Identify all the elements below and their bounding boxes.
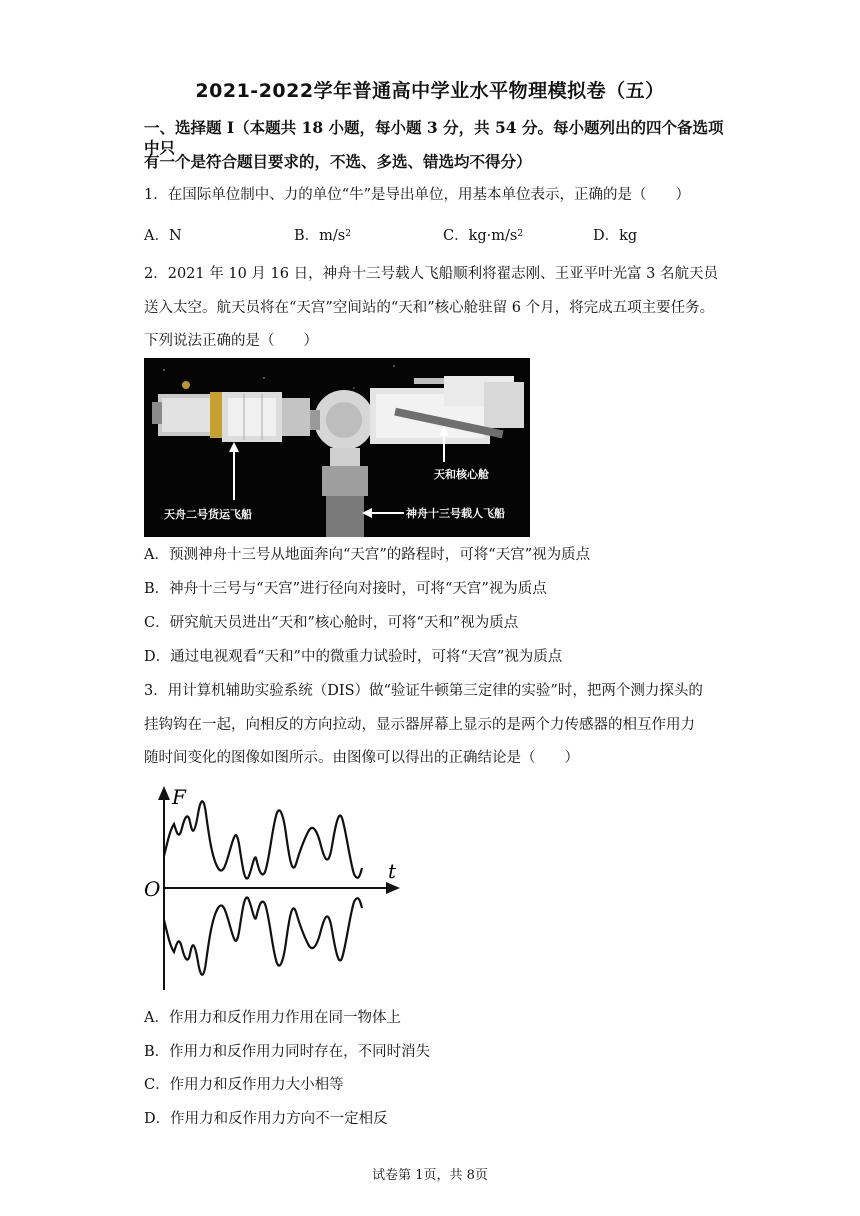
q2-option-b: B．神舟十三号与“天宫”进行径向对接时，可将“天宫”视为质点 [144,581,547,597]
force-curve-lower [164,897,362,974]
y-axis-label: F [172,785,186,809]
q1-option-d: D．kg [593,228,638,244]
q2-stem-line2: 送入太空。航天员将在“天宫”空间站的“天和”核心舱驻留 6 个月，将完成五项主要任务。 [144,300,715,316]
label-tianhe: 天和核心舱 [434,468,489,481]
force-time-graph [144,784,404,994]
y-axis-arrow [158,786,170,800]
q3-option-a: A．作用力和反作用力作用在同一物体上 [144,1010,401,1026]
q3-option-b: B．作用力和反作用力同时存在，不同时消失 [144,1044,431,1060]
page-footer: 试卷第 1页，共 8页 [372,1168,488,1183]
label-shenzhou: 神舟十三号载人飞船 [406,507,505,520]
q2-option-d: D．通过电视观看“天和”中的微重力试验时，可将“天宫”视为质点 [144,649,563,665]
origin-label: O [144,877,161,901]
section-heading-line2: 有一个是符合题目要求的，不选、多选、错选均不得分） [144,152,532,171]
space-station-photo [144,358,530,537]
section-heading-line1: 一、选择题 I（本题共 18 小题，每小题 3 分，共 54 分。每小题列出的四个备选项中只 [144,118,724,157]
q3-option-d: D．作用力和反作用力方向不一定相反 [144,1111,388,1127]
q1-option-b: B．$m/s^2$ [294,228,351,244]
x-axis-arrow [386,882,400,894]
x-axis-label: t [388,859,397,883]
q3-option-c: C．作用力和反作用力大小相等 [144,1077,344,1093]
force-curve-upper [164,801,362,878]
q3-stem-line1: 3．用计算机辅助实验系统（DIS）做“验证牛顿第三定律的实验”时，把两个测力探头的 [144,683,703,699]
label-tianzhou: 天舟二号货运飞船 [164,508,252,521]
q2-stem-line1: 2．2021 年 10 月 16 日，神舟十三号载人飞船顺利将翟志刚、王亚平叶光富 3 名航天员 [144,266,719,282]
exam-title: 2021-2022学年普通高中学业水平物理模拟卷（五） [195,80,665,102]
q3-stem-line3: 随时间变化的图像如图所示。由图像可以得出的正确结论是（ ） [144,750,579,766]
q2-option-a: A．预测神舟十三号从地面奔向“天宫”的路程时，可将“天宫”视为质点 [144,547,591,563]
q3-stem-line2: 挂钩钩在一起，向相反的方向拉动，显示器屏幕上显示的是两个力传感器的相互作用力 [144,717,695,733]
q1-option-a: A．N [144,228,182,244]
q1-option-c: C．$kg\cdot m/s^2$ [443,228,524,244]
q1-stem: 1．在国际单位制中、力的单位“牛”是导出单位，用基本单位表示，正确的是（ ） [144,187,691,203]
q2-stem-line3: 下列说法正确的是（ ） [144,333,318,349]
q2-option-c: C．研究航天员进出“天和”核心舱时，可将“天和”视为质点 [144,615,519,631]
